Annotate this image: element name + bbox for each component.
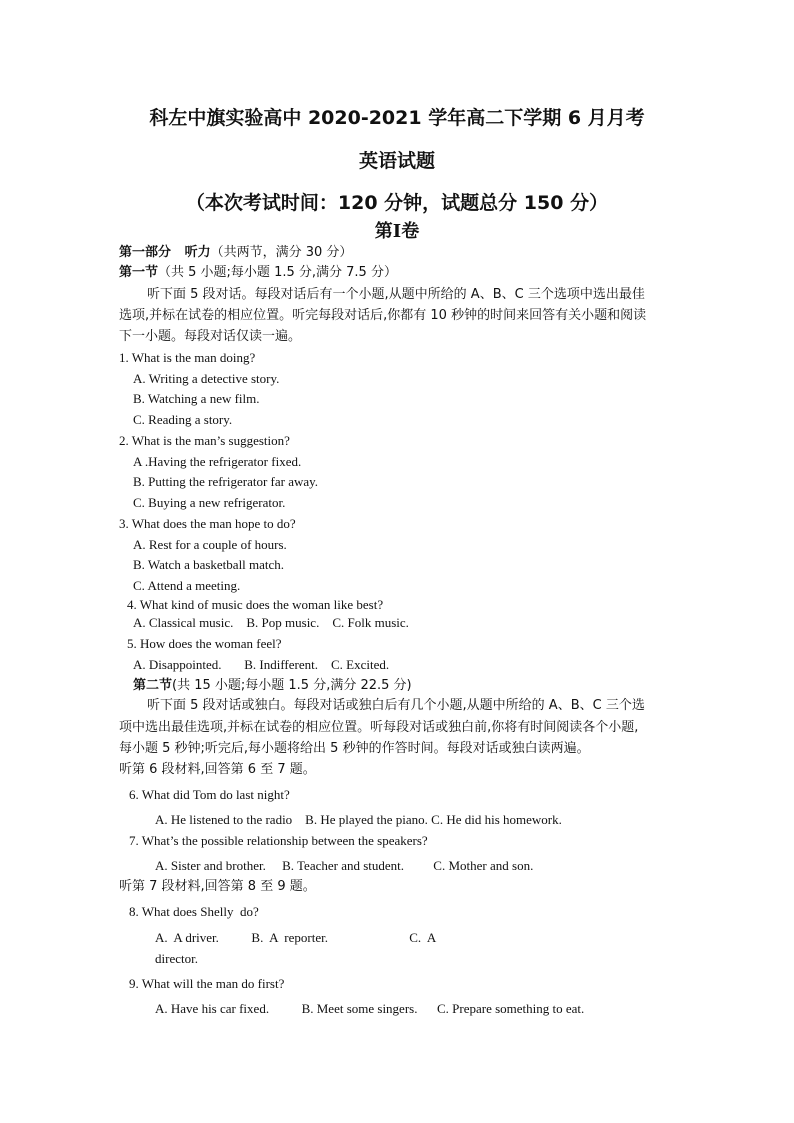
question-7-options: A. Sister and brother. B. Teacher and student. C. Mother and son. xyxy=(155,858,534,873)
question-4-stem: 4. What kind of music does the woman like best? xyxy=(127,597,384,612)
section2-heading-bold: 第二节 xyxy=(133,678,173,693)
question-9-options: A. Have his car fixed. B. Meet some singers. C. Prepare something to eat. xyxy=(155,1001,585,1016)
section1-heading xyxy=(119,265,397,281)
question-2-stem: 2. What is the man’s suggestion? xyxy=(119,433,290,448)
part1-heading xyxy=(119,245,352,261)
question-7-stem: 7. What’s the possible relationship between the speakers? xyxy=(129,833,428,848)
section2-heading-rest: (共 15 小题;每小题 1.5 分,满分 22.5 分) xyxy=(172,678,412,693)
question-1-stem: 1. What is the man doing? xyxy=(119,350,256,365)
question-2-option-c: C. Buying a new refrigerator. xyxy=(133,495,286,510)
exam-info: （本次考试时间：120 分钟，试题总分 150 分） xyxy=(185,192,609,214)
section1-instruction-line: 选项,并标在试卷的相应位置。听完每段对话后,你都有 10 秒钟的时间来回答有关小题和阅读 xyxy=(119,308,647,323)
section2-heading xyxy=(133,678,412,694)
question-2-option-a: A .Having the refrigerator fixed. xyxy=(133,454,302,469)
question-3-option-b: B. Watch a basketball match. xyxy=(133,557,285,572)
exam-subject: 英语试题 xyxy=(358,150,435,172)
section2-instruction-line: 每小题 5 秒钟;听完后,每小题将给出 5 秒钟的作答时间。每段对话或独白读两遍。 xyxy=(119,741,590,756)
question-8-options: A. A driver. B. A reporter. C. A xyxy=(155,930,437,945)
question-9-stem: 9. What will the man do first? xyxy=(129,976,285,991)
section1-heading-rest: （共 5 小题;每小题 1.5 分,满分 7.5 分） xyxy=(158,265,397,280)
question-8-stem: 8. What does Shelly do? xyxy=(129,904,259,919)
section1-heading-bold: 第一节 xyxy=(119,265,159,280)
question-2-option-b: B. Putting the refrigerator far away. xyxy=(133,474,319,489)
question-1-option-c: C. Reading a story. xyxy=(133,412,233,427)
question-1-option-b: B. Watching a new film. xyxy=(133,391,260,406)
section1-instruction-line: 听下面 5 段对话。每段对话后有一个小题,从题中所给的 A、B、C 三个选项中选出最佳 xyxy=(147,287,645,302)
question-3-option-a: A. Rest for a couple of hours. xyxy=(133,537,287,552)
section2-instruction-line: 项中选出最佳选项,并标在试卷的相应位置。听每段对话或独白前,你将有时间阅读各个小题, xyxy=(119,720,639,735)
section2-instruction-line: 听下面 5 段对话或独白。每段对话或独白后有几个小题,从题中所给的 A、B、C 三个选 xyxy=(147,698,645,713)
question-3-option-c: C. Attend a meeting. xyxy=(133,578,241,593)
question-6-options: A. He listened to the radio B. He played the piano. C. He did his homework. xyxy=(155,812,562,827)
question-6-stem: 6. What did Tom do last night? xyxy=(129,787,290,802)
section1-instruction-line: 下一小题。每段对话仅读一遍。 xyxy=(119,329,302,344)
question-5-stem: 5. How does the woman feel? xyxy=(127,636,282,651)
question-1-option-a: A. Writing a detective story. xyxy=(133,371,280,386)
question-4-options: A. Classical music. B. Pop music. C. Folk music. xyxy=(133,615,409,630)
question-8-options-wrap: director. xyxy=(155,951,198,966)
part1-heading-rest: （共两节，满分 30 分） xyxy=(210,245,353,260)
question-3-stem: 3. What does the man hope to do? xyxy=(119,516,296,531)
material-6-heading: 听第 6 段材料,回答第 6 至 7 题。 xyxy=(119,762,316,777)
volume-label: 第Ⅰ卷 xyxy=(374,221,420,242)
exam-title: 科左中旗实验高中 2020-2021 学年高二下学期 6 月月考 xyxy=(149,107,645,129)
material-7-heading: 听第 7 段材料,回答第 8 至 9 题。 xyxy=(119,879,316,894)
question-5-options: A. Disappointed. B. Indifferent. C. Excited. xyxy=(133,657,390,672)
part1-heading-bold: 第一部分 听力 xyxy=(119,245,211,260)
